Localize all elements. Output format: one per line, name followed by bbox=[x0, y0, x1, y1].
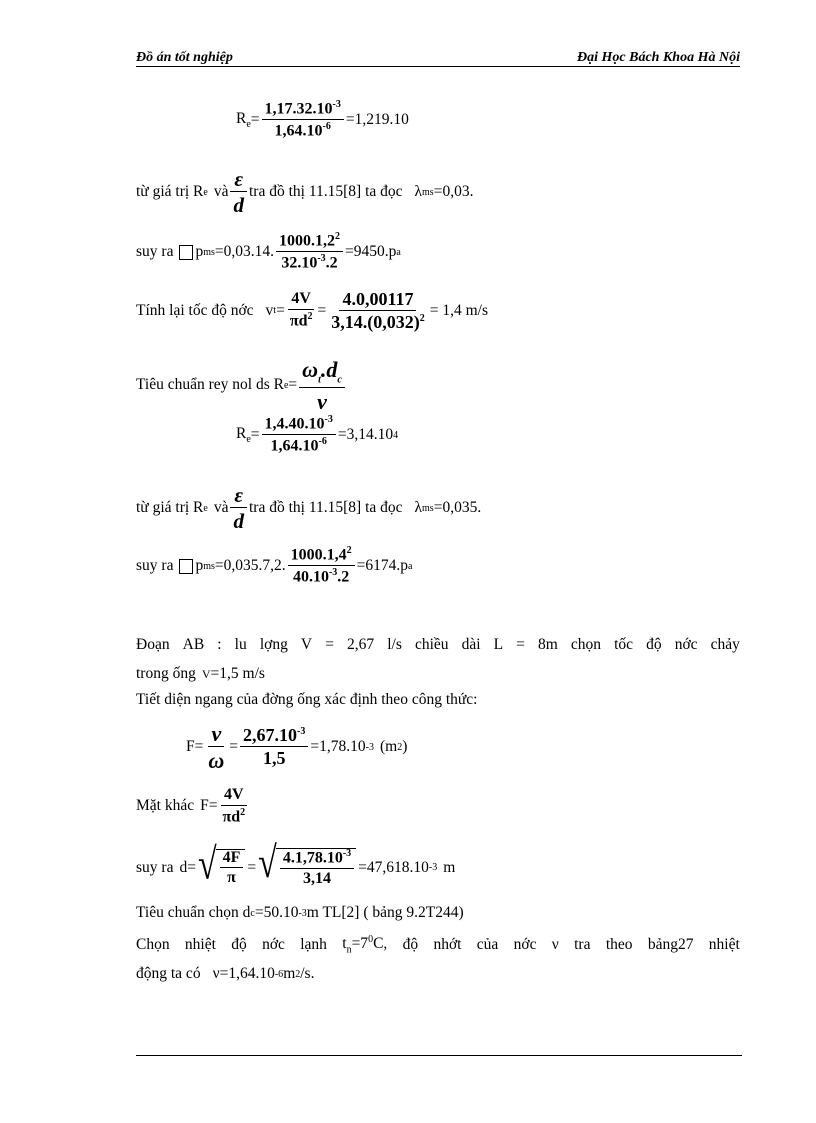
reynolds-equation-1: $R_e$ = $\frac{1,17.32.10^{-3}}{1,64.10^{-6}}$ =1,219.10 bbox=[236, 99, 409, 140]
header-left: Đồ án tốt nghiệp bbox=[136, 50, 233, 65]
reynolds-formula: Tiêu chuẩn rey nol ds R e = $\frac{\omega_t.d_c}{\nu}$ bbox=[136, 358, 347, 413]
sqrt-1: √ $\frac{4F}{\pi}$ bbox=[198, 849, 245, 888]
alternative-area: Mặt khác F= $\frac{4V}{\pi d^2}$ bbox=[136, 786, 246, 826]
graph-read-1: từ giá trị R e và $\frac{\varepsilon}{d}$ tra đồ thị 11.15[8] ta đọc λ ms =0,03. bbox=[136, 167, 474, 218]
re-result: =1,219.10 bbox=[345, 111, 409, 129]
sqrt-2: √ $\frac{4.1,78.10^{-3}}{3,14}$ bbox=[258, 848, 356, 888]
footer-rule bbox=[136, 1055, 742, 1056]
header-right: Đại Học Bách Khoa Hà Nội bbox=[577, 50, 740, 65]
section-ab-line-2: trong ống V =1,5 m/s bbox=[136, 665, 265, 682]
section-ab-line-1: Đoạn AB : lu lợng V = 2,67 l/s chiều dài L = 8m chọn tốc độ nớc chảy bbox=[136, 636, 740, 653]
area-equation: F= $\frac{\nu}{\omega}$ = $\frac{2,67.10^{-3}}{1,5}$ =1,78.10 -3 (m 2 ) bbox=[186, 721, 408, 774]
standard-diameter: Tiêu chuẩn chọn d c =50.10 -3 m TL[2] ( bảng 9.2T244) bbox=[136, 904, 464, 921]
delta-symbol bbox=[179, 245, 193, 260]
section-ab-line-3: Tiết diện ngang của đờng ống xác định theo công thức: bbox=[136, 691, 478, 708]
velocity-recalc: Tính lại tốc độ nớc v t = $\frac{4V}{\pi d^2}$ = $\frac{4.0,00117}{3,14.(0,032)^2}$ = 1,4 m/s bbox=[136, 289, 488, 332]
delta-symbol bbox=[179, 559, 193, 574]
temperature-line-2: động ta có ν =1,64.10 -6 m 2 /s. bbox=[136, 965, 315, 982]
temperature-line-1: Chọn nhiệt độ nớc lạnh $t_n=7^0C$, độ nhớt của nớc ν tra theo bảng27 nhiệt bbox=[136, 934, 740, 956]
pressure-drop-1: suy ra p ms =0,03.14. $\frac{1000.1,2^2}{32.10^{-3}.2}$ =9450.p a bbox=[136, 231, 401, 272]
reynolds-equation-2: $R_e$ = $\frac{1,4.40.10^{-3}}{1,64.10^{-6}}$ =3,14.10 4 bbox=[236, 414, 399, 455]
graph-read-2: từ giá trị R e và $\frac{\varepsilon}{d}$ tra đồ thị 11.15[8] ta đọc λ ms =0,035. bbox=[136, 483, 482, 534]
header-rule bbox=[136, 66, 740, 67]
re-label: $R_e$ bbox=[236, 110, 251, 131]
diameter-equation: suy ra d= √ $\frac{4F}{\pi}$ = √ $\frac{4.1,78.10^{-3}}{3,14}$ =47,618.10 -3 m bbox=[136, 839, 456, 889]
re-fraction: $\frac{1,17.32.10^{-3}}{1,64.10^{-6}}$ bbox=[262, 100, 344, 140]
pressure-drop-2: suy ra p ms =0,035.7,2. $\frac{1000.1,4^2}{40.10^{-3}.2}$ =6174.p a bbox=[136, 545, 413, 586]
